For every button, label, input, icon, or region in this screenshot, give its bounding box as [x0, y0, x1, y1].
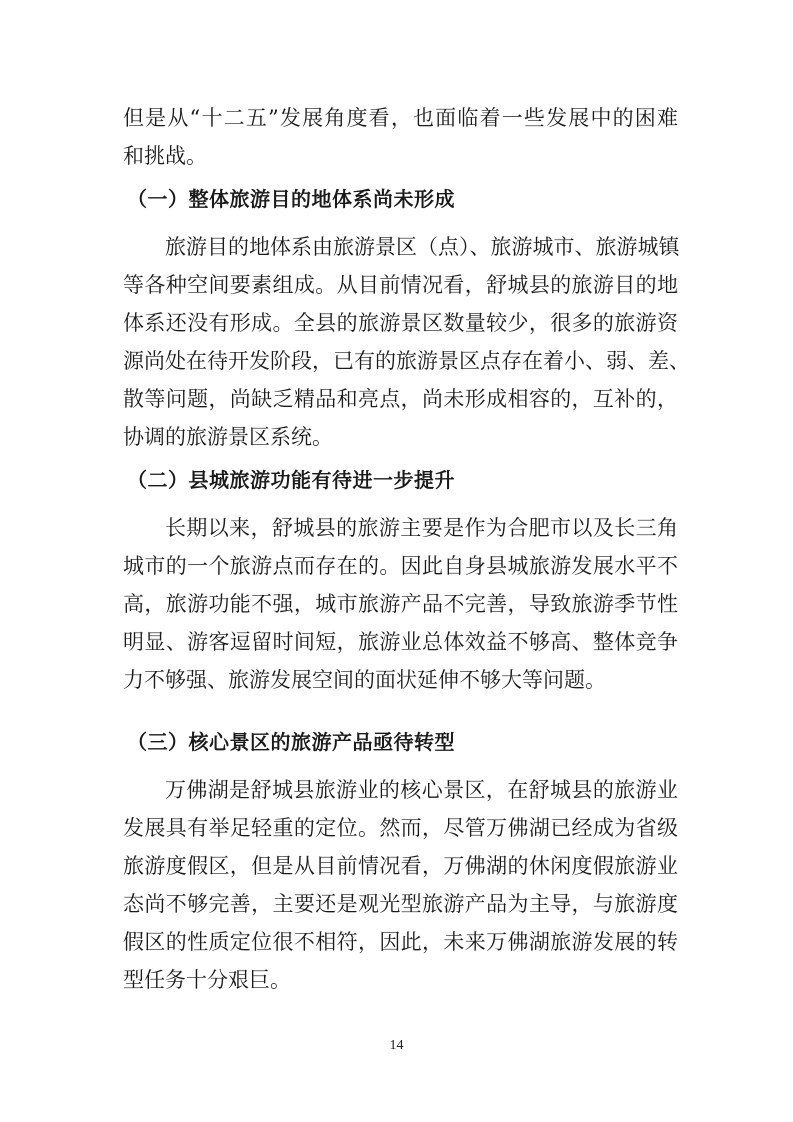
paragraph-3-line-3: 旅游度假区，但是从目前情况看，万佛湖的休闲度假旅游业 [123, 854, 678, 878]
page-number: 14 [389, 1038, 404, 1053]
paragraph-1-line-2: 等各种空间要素组成。从目前情况看，舒城县的旅游目的地 [123, 273, 678, 297]
paragraph-2-line-5: 力不够强、旅游发展空间的面状延伸不够大等问题。 [123, 668, 606, 692]
section-heading-1: （一）整体旅游目的地体系尚未形成 [127, 187, 455, 211]
paragraph-1-line-1: 旅游目的地体系由旅游景区（点）、旅游城市、旅游城镇 [165, 235, 680, 259]
paragraph-0-line-2: 和挑战。 [123, 144, 207, 168]
paragraph-1-line-3: 体系还没有形成。全县的旅游景区数量较少，很多的旅游资 [123, 311, 678, 335]
paragraph-0-line-1: 但是从“十二五”发展角度看，也面临着一些发展中的困难 [123, 106, 678, 130]
paragraph-3-line-1: 万佛湖是舒城县旅游业的核心景区，在舒城县的旅游业 [165, 778, 678, 802]
paragraph-2-line-1: 长期以来，舒城县的旅游主要是作为合肥市以及长三角 [165, 516, 678, 540]
paragraph-2-line-2: 城市的一个旅游点而存在的。因此自身县城旅游发展水平不 [123, 554, 678, 578]
paragraph-3-line-6: 型任务十分艰巨。 [123, 968, 291, 992]
paragraph-3-line-5: 假区的性质定位很不相符，因此，未来万佛湖旅游发展的转 [123, 930, 678, 954]
paragraph-1-line-5: 散等问题，尚缺乏精品和亮点，尚未形成相容的，互补的， [123, 387, 678, 411]
section-heading-2: （二）县城旅游功能有待进一步提升 [127, 468, 455, 492]
section-heading-3: （三）核心景区的旅游产品亟待转型 [127, 730, 455, 754]
paragraph-3-line-4: 态尚不够完善，主要还是观光型旅游产品为主导，与旅游度 [123, 892, 678, 916]
paragraph-2-line-3: 高，旅游功能不强，城市旅游产品不完善，导致旅游季节性 [123, 592, 678, 616]
paragraph-2-line-4: 明显、游客逗留时间短，旅游业总体效益不够高、整体竞争 [123, 630, 678, 654]
paragraph-1-line-6: 协调的旅游景区系统。 [123, 425, 333, 449]
paragraph-1-line-4: 源尚处在待开发阶段，已有的旅游景区点存在着小、弱、差、 [123, 349, 690, 373]
paragraph-3-line-2: 发展具有举足轻重的定位。然而，尽管万佛湖已经成为省级 [123, 816, 678, 840]
